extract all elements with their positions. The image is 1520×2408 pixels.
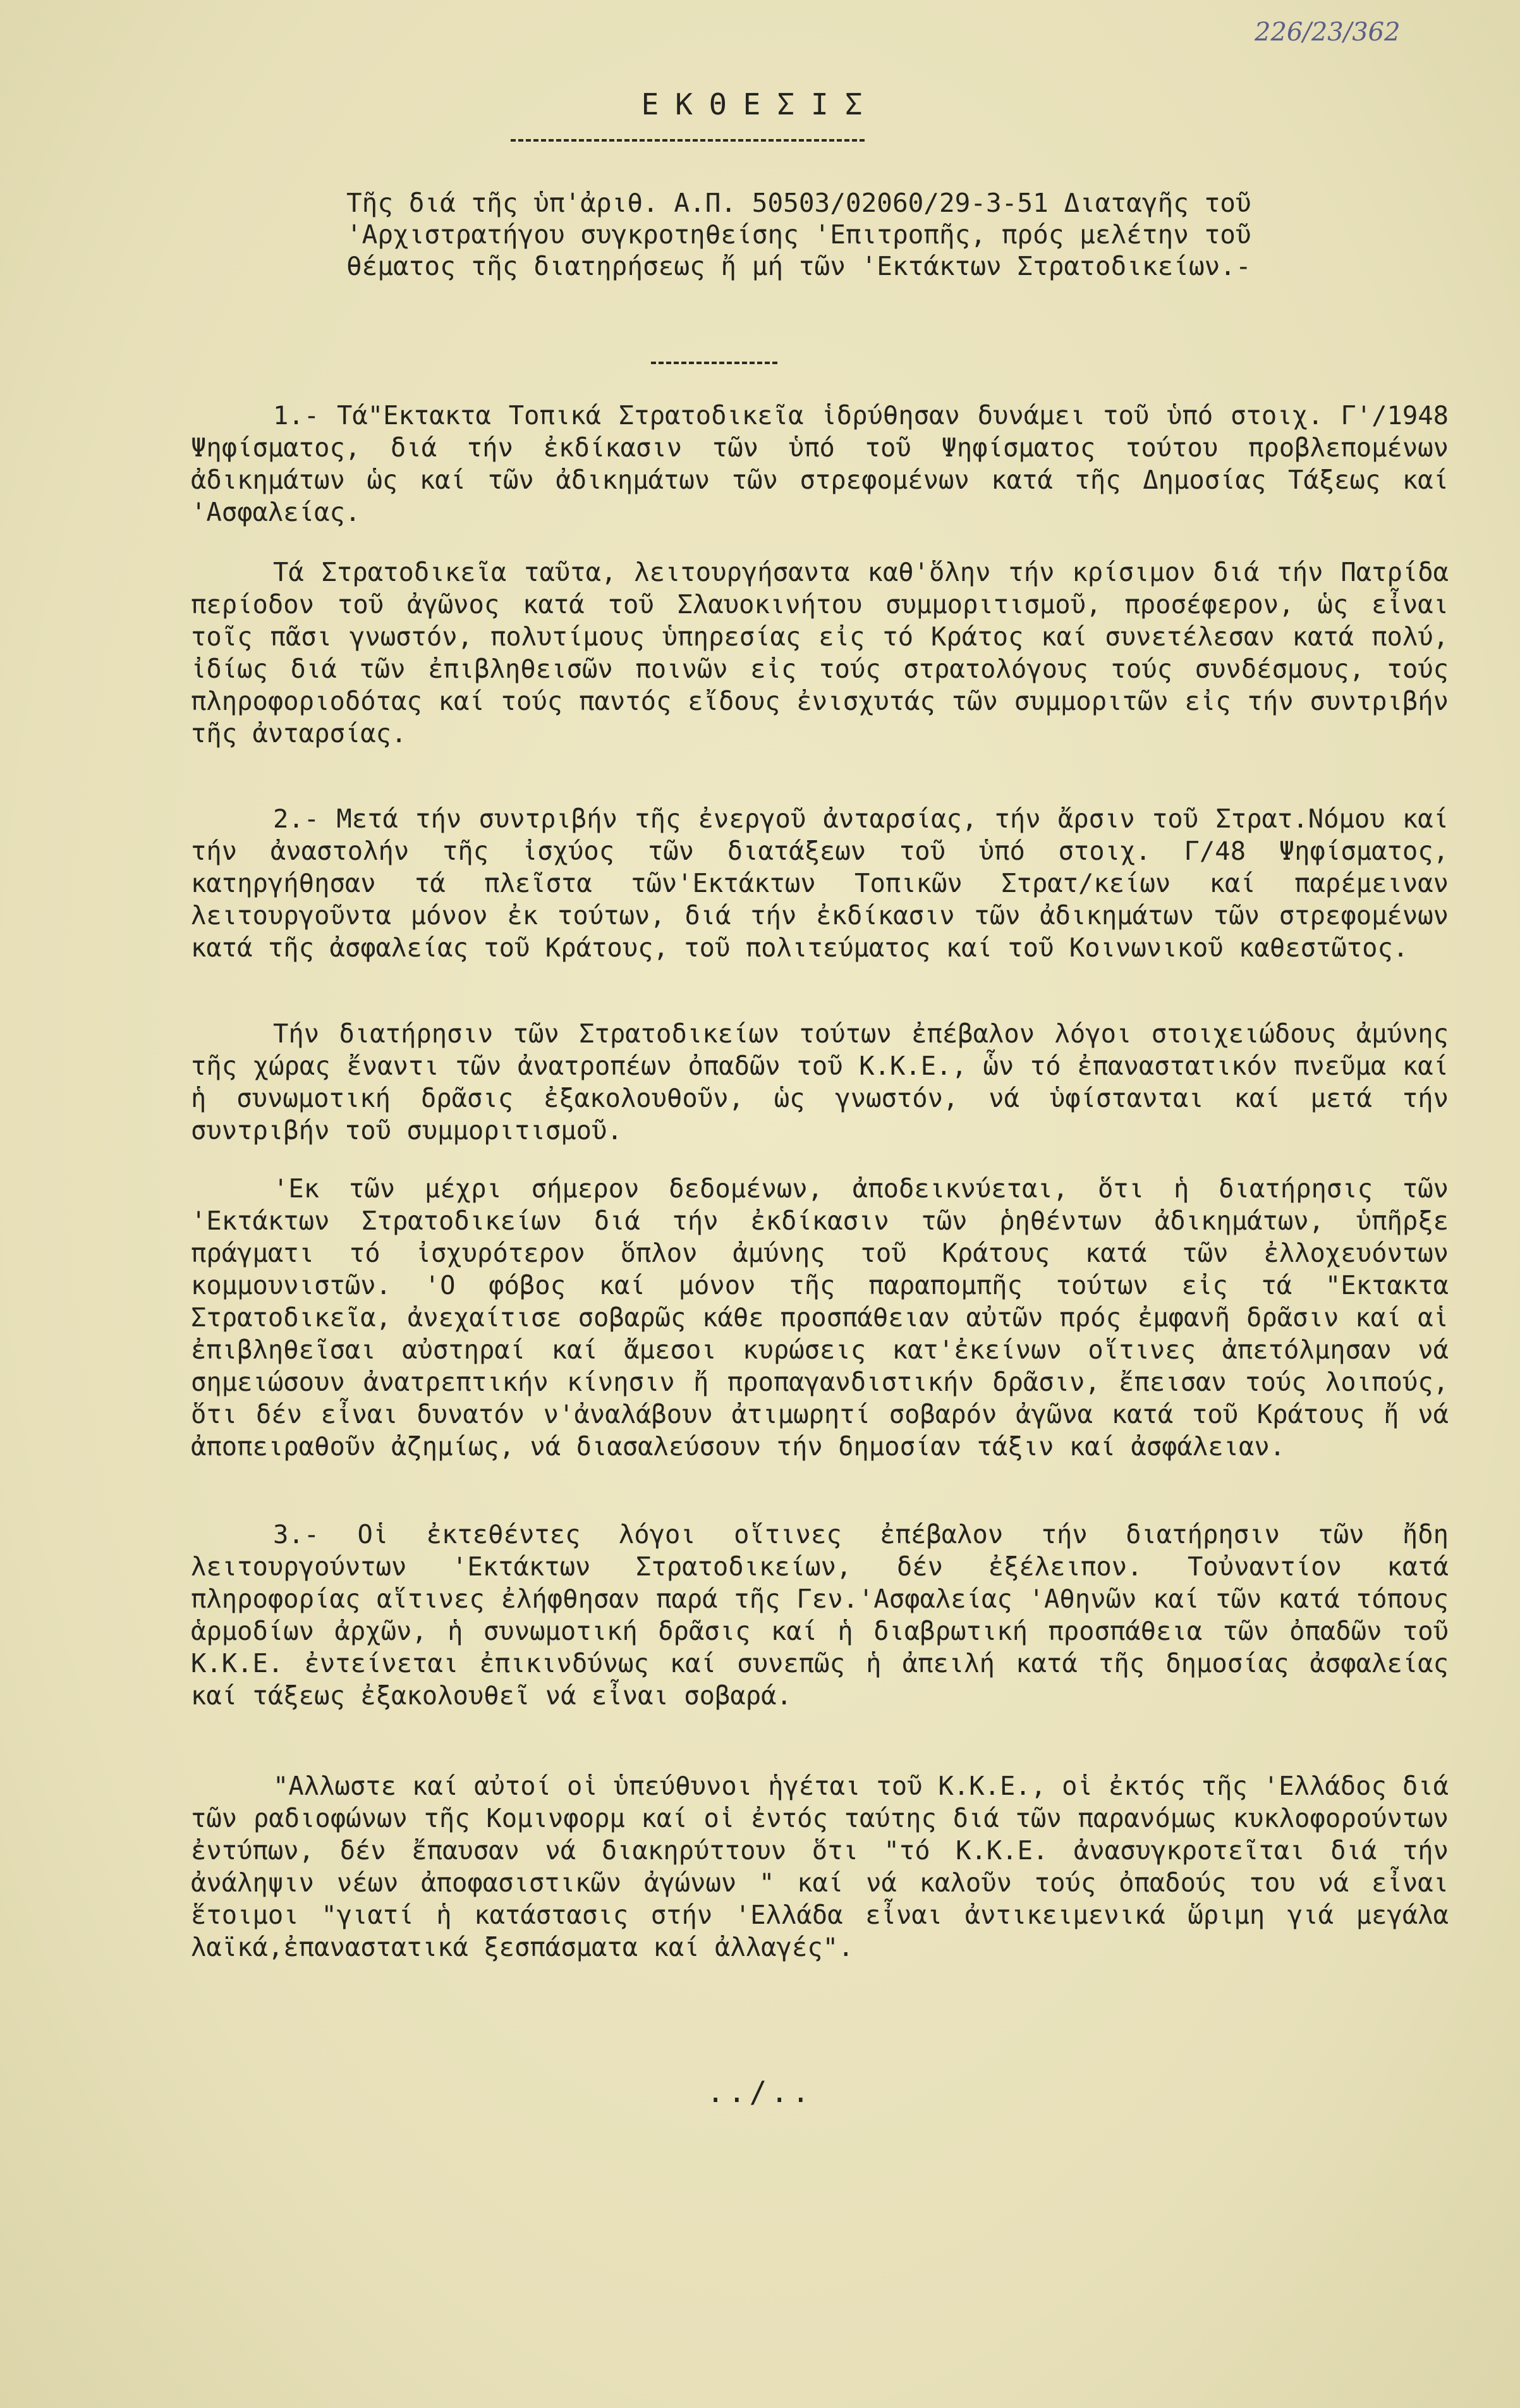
paragraph-3: 2.- Μετά τήν συντριβήν τῆς ἐνεργοῦ ἀνταρσίας, τήν ἄρσιν τοῦ Στρατ.Νόμου καί τήν ἀναστολήν τῆς ἰσχύος τῶν διατάξεων τοῦ ὑπό στοιχ. Γ/48 Ψηφίσματος, κατηργήθησαν τά πλεῖστα τῶν'Εκτάκτων Τοπικῶν Στρατ/κείων καί παρέμειναν λειτουργοῦντα μόνον ἐκ τούτων, διά τήν ἐκδίκασιν τῶν ἀδικημάτων τῶν στρεφομένων κατά τῆς ἀσφαλείας τοῦ Κράτους, τοῦ πολιτεύματος καί τοῦ Κοινωνικοῦ καθεστῶτος. bbox=[191, 804, 1449, 963]
paragraph-4: Τήν διατήρησιν τῶν Στρατοδικείων τούτων ἐπέβαλον λόγοι στοιχειώδους ἀμύνης τῆς χώρας ἔναντι τῶν ἀνατροπέων ὀπαδῶν τοῦ Κ.Κ.Ε., ὧν τό ἐπαναστατικόν πνεῦμα καί ἡ συνωμοτική δρᾶσις ἐξακολουθοῦν, ὡς γνωστόν, νά ὑφίστανται καί μετά τήν συντριβήν τοῦ συμμοριτισμοῦ. bbox=[191, 1018, 1449, 1146]
section-divider bbox=[651, 362, 777, 364]
document-subtitle: Τῆς διά τῆς ὑπ'ἀριθ. Α.Π. 50503/02060/29-3-51 Διαταγῆς τοῦ 'Αρχιστρατήγου συγκροτηθείσης 'Επιτροπῆς, πρός μελέτην τοῦ θέματος τῆς διατηρήσεως ἤ μή τῶν 'Εκτάκτων Στρατοδικείων.- bbox=[346, 188, 1251, 281]
paragraph-1: 1.- Τά"Εκτακτα Τοπικά Στρατοδικεῖα ἱδρύθησαν δυνάμει τοῦ ὑπό στοιχ. Γ'/1948 Ψηφίσματος, διά τήν ἐκδίκασιν τῶν ὑπό τοῦ Ψηφίσματος τούτου προβλεπομένων ἀδικημάτων ὡς καί τῶν ἀδικημάτων τῶν στρεφομένων κατά τῆς Δημοσίας Τάξεως καί 'Ασφαλείας. bbox=[191, 400, 1449, 527]
paragraph-6: 3.- Οἱ ἐκτεθέντες λόγοι οἵτινες ἐπέβαλον τήν διατήρησιν τῶν ἤδη λειτουργούντων 'Εκτάκτων Στρατοδικείων, δέν ἐξέλειπον. Τοὐναντίον κατά πληροφορίας αἵτινες ἐλήφθησαν παρά τῆς Γεν.'Ασφαλείας 'Αθηνῶν καί τῶν κατά τόπους ἁρμοδίων ἀρχῶν, ἡ συνωμοτική δρᾶσις καί ἡ διαβρωτική προσπάθεια τῶν ὀπαδῶν τοῦ Κ.Κ.Ε. ἐντείνεται ἐπικινδύνως καί συνεπῶς ἡ ἀπειλή κατά τῆς δημοσίας ἀσφαλείας καί τάξεως ἐξακολουθεῖ νά εἶναι σοβαρά. bbox=[191, 1519, 1449, 1711]
paragraph-5: 'Εκ τῶν μέχρι σήμερον δεδομένων, ἀποδεικνύεται, ὅτι ἡ διατήρησις τῶν 'Εκτάκτων Στρατοδικείων διά τήν ἐκδίκασιν τῶν ῥηθέντων ἀδικημάτων, ὑπῆρξε πράγματι τό ἰσχυρότερον ὅπλον ἀμύνης τοῦ Κράτους κατά τῶν ἐλλοχευόντων κομμουνιστῶν. 'Ο φόβος καί μόνον τῆς παραπομπῆς τούτων εἰς τά "Εκτακτα Στρατοδικεῖα, ἀνεχαίτισε σοβαρῶς κάθε προσπάθειαν αὐτῶν πρός ἐμφανῆ δρᾶσιν καί αἱ ἐπιβληθεῖσαι αὐστηραί καί ἄμεσοι κυρώσεις κατ'ἐκείνων οἵτινες ἀπετόλμησαν νά σημειώσουν ἀνατρεπτικήν κίνησιν ἤ προπαγανδιστικήν δρᾶσιν, ἔπεισαν τούς λοιπούς, ὅτι δέν εἶναι δυνατόν ν'ἀναλάβουν ἀτιμωρητί σοβαρόν ἀγῶνα κατά τοῦ Κράτους ἤ νά ἀποπειραθοῦν ἀζημίως, νά διασαλεύσουν τήν δημοσίαν τάξιν καί ἀσφάλειαν. bbox=[191, 1173, 1449, 1462]
continuation-mark: ../.. bbox=[707, 2075, 813, 2109]
paragraph-2: Τά Στρατοδικεῖα ταῦτα, λειτουργήσαντα καθ'ὅλην τήν κρίσιμον διά τήν Πατρίδα περίοδον τοῦ ἀγῶνος κατά τοῦ Σλαυοκινήτου συμμοριτισμοῦ, προσέφερον, ὡς εἶναι τοῖς πᾶσι γνωστόν, πολυτίμους ὑπηρεσίας εἰς τό Κράτος καί συνετέλεσαν κατά πολύ, ἰδίως διά τῶν ἐπιβληθεισῶν ποινῶν εἰς τούς στρατολόγους τούς συνδέσμους, τούς πληροφοριοδότας καί τούς παντός εἴδους ἐνισχυτάς τῶν συμμοριτῶν εἰς τήν συντριβήν τῆς ἀνταρσίας. bbox=[191, 557, 1449, 749]
paragraph-7: "Αλλωστε καί αὐτοί οἱ ὑπεύθυνοι ἡγέται τοῦ Κ.Κ.Ε., οἱ ἐκτός τῆς 'Ελλάδος διά τῶν ραδιοφώνων τῆς Κομινφορμ καί οἱ ἐντός ταύτης διά τῶν παρανόμως κυκλοφορούντων ἐντύπων, δέν ἔπαυσαν νά διακηρύττουν ὅτι "τό Κ.Κ.Ε. ἀνασυγκροτεῖται διά τήν ἀνάληψιν νέων ἀποφασιστικῶν ἀγώνων " καί νά καλοῦν τούς ὀπαδούς του νά εἶναι ἕτοιμοι "γιατί ἡ κατάστασις στήν 'Ελλάδα εἶναι ἀντικειμενικά ὥριμη γιά μεγάλα λαϊκά,ἐπαναστατικά ξεσπάσματα καί ἀλλαγές". bbox=[191, 1771, 1449, 1962]
title-underline bbox=[511, 139, 865, 142]
document-title: ΕΚΘΕΣΙΣ bbox=[641, 87, 879, 121]
archive-note: 226/23/362 bbox=[1255, 18, 1401, 47]
